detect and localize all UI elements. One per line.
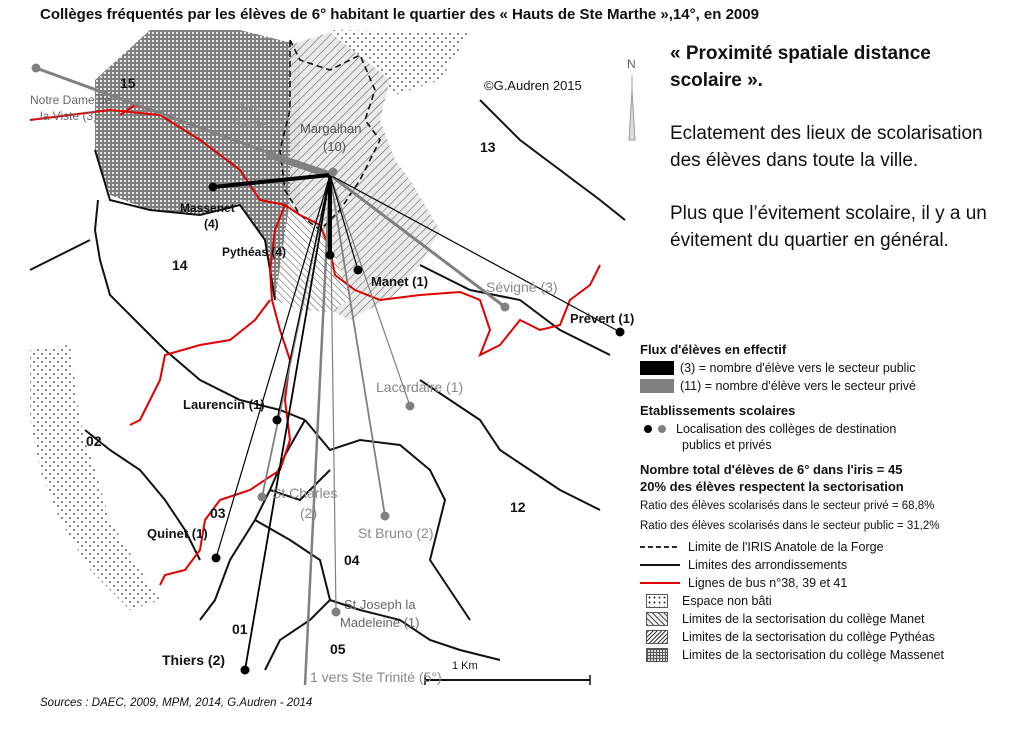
label-notre-dame-2: la Viste (3) bbox=[40, 109, 98, 123]
legend-row-iris bbox=[640, 538, 1025, 556]
legend-etab-desc-2: publics et privés bbox=[682, 438, 772, 452]
label-margalhan: Margalhan bbox=[300, 121, 362, 136]
legend-flux-title: Flux d'élèves en effectif bbox=[640, 342, 787, 357]
dashed-line-icon bbox=[640, 542, 680, 552]
sidebar-paragraph-1: Eclatement des lieux de scolarisation des élèves dans toute la ville. bbox=[670, 123, 983, 171]
legend-ratio-public: Ratio des élèves scolarisés dans le secteur public = 31,2% bbox=[640, 520, 940, 532]
college-point-thiers[interactable] bbox=[241, 666, 250, 675]
arr-04: 04 bbox=[344, 552, 360, 568]
legend-row-pytheas bbox=[640, 628, 1025, 646]
label-margalhan-2: (10) bbox=[323, 139, 347, 154]
label-prevert: Prévert (1) bbox=[570, 311, 635, 326]
label-st-charles-2: (2) bbox=[300, 505, 318, 521]
label-manet: Manet (1) bbox=[371, 274, 429, 289]
arr-15: 15 bbox=[120, 75, 136, 91]
legend-non-bati: Espace non bâti bbox=[682, 594, 772, 608]
legend-sect-manet: Limites de la sectorisation du collège Manet bbox=[682, 612, 925, 626]
college-point-prevert[interactable] bbox=[616, 328, 625, 337]
legend-row-massenet bbox=[640, 646, 1025, 664]
legend-sect-massenet: Limites de la sectorisation du collège Massenet bbox=[682, 648, 944, 662]
college-point-margalhan[interactable] bbox=[329, 168, 338, 177]
dotted-pattern-icon bbox=[646, 594, 668, 608]
label-sevigne: Sévigné (3) bbox=[486, 279, 558, 295]
label-st-joseph-2: Madeleine (1) bbox=[340, 615, 420, 630]
scale-label: 1 Km bbox=[452, 660, 478, 672]
college-point-st-bruno[interactable] bbox=[381, 512, 390, 521]
label-tour-sainte: Tour bbox=[238, 101, 262, 115]
arr-05: 05 bbox=[330, 641, 346, 657]
map-title: Collèges fréquentés par les élèves de 6° habitant le quartier des « Hauts de Ste Marthe »,14°, en 2009 bbox=[40, 6, 759, 23]
legend-bus-lines: Lignes de bus n°38, 39 et 41 bbox=[688, 576, 848, 590]
arr-12: 12 bbox=[510, 499, 526, 515]
unbuilt-area-west bbox=[30, 345, 160, 610]
legend-row-private bbox=[640, 377, 1025, 395]
label-massenet-2: (4) bbox=[204, 217, 219, 231]
grid-pattern-icon bbox=[646, 648, 668, 662]
dense-hatch-pattern-icon bbox=[646, 630, 668, 644]
arr-01: 01 bbox=[232, 621, 248, 637]
college-point-massenet[interactable] bbox=[209, 183, 218, 192]
legend-row-arr bbox=[640, 556, 1025, 574]
label-st-charles: St Charles bbox=[272, 485, 338, 501]
label-tour-sainte-2: Sainte (8) bbox=[232, 117, 285, 131]
label-st-joseph: St Joseph la bbox=[344, 597, 416, 612]
hatch-pattern-icon bbox=[646, 612, 668, 626]
arr-03: 03 bbox=[210, 505, 226, 521]
label-massenet: Massenet bbox=[180, 201, 235, 215]
college-point-lacordaire[interactable] bbox=[406, 402, 415, 411]
arr-13: 13 bbox=[480, 139, 496, 155]
private-dot-icon bbox=[658, 425, 666, 433]
sidebar-paragraph-2: Plus que l’évitement scolaire, il y a un évitement du quartier en général. bbox=[670, 203, 987, 251]
legend-flux-public: (3) = nombre d'élève vers le secteur public bbox=[680, 361, 916, 375]
college-point-notre-dame[interactable] bbox=[32, 64, 41, 73]
college-point-manet[interactable] bbox=[354, 266, 363, 275]
red-line-icon bbox=[640, 578, 680, 588]
private-swatch bbox=[640, 379, 674, 393]
college-point-laurencin[interactable] bbox=[273, 416, 282, 425]
public-swatch bbox=[640, 361, 674, 375]
sidebar-heading: « Proximité spatiale distance scolaire ». bbox=[670, 43, 931, 91]
college-point-pytheas[interactable] bbox=[326, 251, 335, 260]
arr-02: 02 bbox=[86, 433, 102, 449]
label-pytheas: Pythéas (4) bbox=[222, 245, 287, 259]
legend-sect-pytheas: Limites de la sectorisation du collège Pythéas bbox=[682, 630, 935, 644]
legend-row-etab bbox=[640, 420, 1025, 438]
label-st-bruno: St Bruno (2) bbox=[358, 525, 434, 541]
label-quinet: Quinet (1) bbox=[147, 526, 208, 541]
college-point-st-charles[interactable] bbox=[258, 493, 267, 502]
legend-arr-limit: Limites des arrondissements bbox=[688, 558, 848, 572]
college-point-tour-sainte[interactable] bbox=[266, 151, 275, 160]
legend-row-bus bbox=[640, 574, 1025, 592]
scale-bar bbox=[425, 675, 590, 685]
legend-row-non-bati bbox=[640, 592, 1025, 610]
label-ste-trinite: 1 vers Ste Trinité (5°) bbox=[310, 669, 442, 685]
college-point-sevigne[interactable] bbox=[501, 303, 510, 312]
legend-row-manet bbox=[640, 610, 1025, 628]
legend-flux-private: (11) = nombre d'élève vers le secteur privé bbox=[680, 379, 916, 393]
legend-iris-limit: Limite de l'IRIS Anatole de la Forge bbox=[688, 540, 884, 554]
legend-row-public bbox=[640, 359, 1025, 377]
arr-14: 14 bbox=[172, 257, 188, 273]
svg-text:N: N bbox=[627, 57, 636, 71]
public-dot-icon bbox=[644, 425, 652, 433]
solid-line-icon bbox=[640, 560, 680, 570]
map-legend bbox=[640, 342, 1025, 664]
label-laurencin: Laurencin (1) bbox=[183, 397, 265, 412]
college-point-quinet[interactable] bbox=[212, 554, 221, 563]
label-thiers: Thiers (2) bbox=[162, 652, 226, 668]
legend-ratio-private: Ratio des élèves scolarisés dans le secteur privé = 68,8% bbox=[640, 500, 935, 512]
sources-note: Sources : DAEC, 2009, MPM, 2014, G.Audren - 2014 bbox=[40, 697, 313, 709]
sidebar-commentary bbox=[670, 40, 990, 280]
label-lacordaire: Lacordaire (1) bbox=[376, 379, 464, 395]
legend-etab-title: Etablissements scolaires bbox=[640, 403, 796, 418]
legend-total: Nombre total d'élèves de 6° dans l'iris = 45 bbox=[640, 462, 903, 477]
label-notre-dame: Notre Dame de bbox=[30, 93, 112, 107]
copyright: ©G.Audren 2015 bbox=[484, 78, 582, 93]
north-arrow bbox=[627, 57, 636, 140]
legend-etab-desc: Localisation des collèges de destination bbox=[676, 422, 897, 436]
legend-respect: 20% des élèves respectent la sectorisation bbox=[640, 479, 904, 494]
